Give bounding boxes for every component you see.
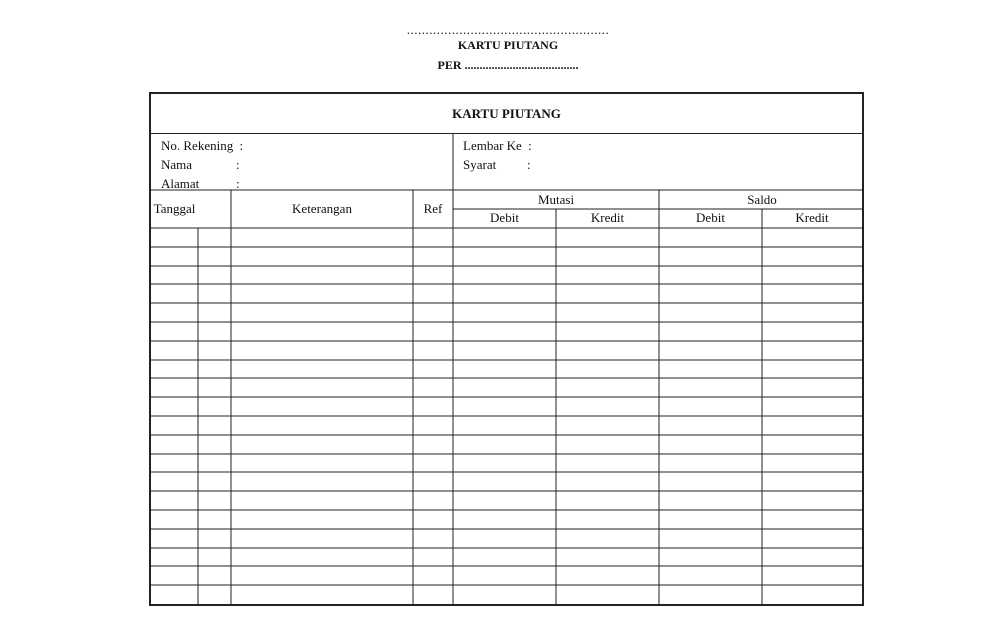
- field-colon: :: [528, 138, 532, 153]
- col-header-saldo-kredit: Kredit: [795, 210, 829, 225]
- field-label: No. Rekening: [161, 138, 234, 153]
- col-header-ref: Ref: [423, 201, 443, 216]
- receivable-card: [149, 92, 864, 606]
- header-per-line: PER ......................................: [437, 58, 579, 72]
- field-label: Lembar Ke: [463, 138, 522, 153]
- col-header-keterangan: Keterangan: [292, 201, 352, 216]
- ledger-grid: [151, 94, 862, 604]
- field-colon: :: [236, 176, 240, 191]
- field-colon: :: [527, 157, 531, 172]
- field-label: Alamat: [161, 176, 200, 191]
- field-colon: :: [236, 157, 240, 172]
- field-label: Syarat: [463, 157, 497, 172]
- field-label: Nama: [161, 157, 193, 172]
- col-header-tanggal: Tanggal: [153, 201, 196, 216]
- card-title: KARTU PIUTANG: [151, 94, 862, 134]
- col-header-mutasi-kredit: Kredit: [590, 210, 625, 225]
- header-title: KARTU PIUTANG: [457, 38, 559, 52]
- col-header-saldo: Saldo: [747, 192, 777, 207]
- col-header-mutasi-debit: Debit: [490, 210, 519, 225]
- field-colon: :: [239, 138, 244, 153]
- header-dotted-line: ......................................................: [406, 22, 610, 37]
- col-header-saldo-debit: Debit: [696, 210, 725, 225]
- col-header-mutasi: Mutasi: [537, 192, 575, 207]
